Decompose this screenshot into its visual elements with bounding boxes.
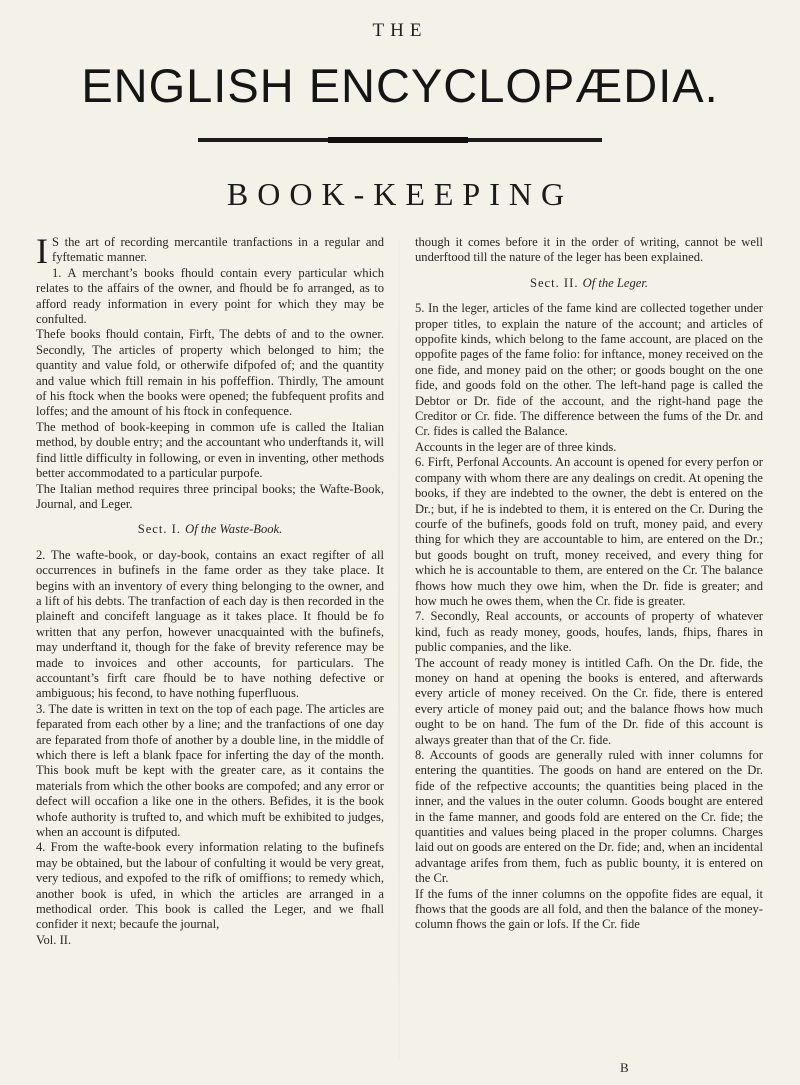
paragraph: 3. The date is written in text on the top of each page. The articles are feparated from each other by a line; and the tranfactions of one day are feparated from thofe of another by a double line, in the middle of which there is left a blank fpace for inferting the day of the month. This book muft be kept with the greater care, as it contains the materials from which the other books are compofed; and any error or defect will occafion a like one in the others. Befides, it is the book whofe authority is trufted to, and which muft be exhibited to judges, when an account is difputed. <box>36 701 384 840</box>
paragraph: Thefe books fhould contain, Firft, The debts of and to the owner. Secondly, The articles of property which belonged to him; the quantity and value fold, or otherwife difpofed of; and the quantity and value which ftill remain in his poffeffion. Thirdly, The amount of his ftock when the books were opened; the fubfequent profits and loffes; and the amount of his ftock in confequence. <box>36 327 384 419</box>
paragraph: 7. Secondly, Real accounts, or accounts of property of whatever kind, fuch as ready money, goods, houfes, lands, fhips, fhares in public companies, and the like. <box>415 609 763 655</box>
section-name: Of the Waste-Book. <box>185 522 283 537</box>
signature-mark: B <box>620 1060 629 1075</box>
section-heading <box>415 276 763 291</box>
paragraph: The method of book-keeping in common ufe is called the Italian method, by double entry; and the accountant who underftands it, will find little difficulty in following, or even in inventing, other methods better accommodated to a particular purpofe. <box>36 419 384 481</box>
drop-cap: I <box>36 231 48 271</box>
paragraph: 2. The wafte-book, or day-book, contains an exact regifter of all occurrences in bufinefs in the fame order as they take place. It begins with an inventory of every thing belonging to the owner, and a lift of his debts. The tranfaction of each day is then recorded in the plaineft and concifeft language as it takes place. It fhould be fo written that any perfon, however unacquainted with the bufinefs, may underftand it, though for the fake of brevity reference may be made to invoices and other accounts, for particulars. The accountant’s firft care fhould be to have nothing defective or ambiguous; his fecond, to have nothing fuperfluous. <box>36 547 384 701</box>
paragraph: The Italian method requires three principal books; the Wafte-Book, Journal, and Leger. <box>36 481 384 511</box>
paragraph: 5. In the leger, articles of the fame kind are collected together under proper titles, to explain the nature of the account; and articles of oppofite kinds, which belong to the fame account, are placed on the oppofite pages of the fame folio: for inftance, money received on the one fide, and money paid on the other; or goods bought on the one fide, and goods fold on the other. The left-hand page is called the Debtor or Dr. fide of the account, and the right-hand page the Creditor or Cr. fide. The difference between the fums of the Dr. and Cr. fides is called the Balance. <box>415 301 763 439</box>
section-label: Sect. I. <box>137 522 182 537</box>
section-label: Sect. II. <box>529 275 579 290</box>
paragraph: though it comes before it in the order of writing, cannot be well underftood till the nature of the leger has been explained. <box>415 235 763 265</box>
column-gutter <box>398 240 400 1060</box>
section-heading <box>36 522 384 537</box>
title-rule-divider <box>198 138 602 142</box>
running-title: THE <box>372 20 428 41</box>
left-column <box>36 231 384 948</box>
paragraph: The account of ready money is intitled Cafh. On the Dr. fide, the money on hand at opening the books is entered, and afterwards every article of money received. On the Cr. fide, there is entered every article of money paid out; and the balance fhows how much ought to be on hand. The fum of the Dr. fide of this account is always greater than that of the Cr. fide. <box>415 655 763 747</box>
paragraph: Accounts in the leger are of three kinds. <box>415 439 617 454</box>
paragraph: 4. From the wafte-book every information relating to the bufinefs may be obtained, but the labour of confulting it would be very great, very tedious, and expofed to the rifk of omiffions; to remedy which, another book is ufed, in which the articles are arranged in a methodical order. This book is called the Leger, and we fhall confider it next; becaufe the journal, <box>36 840 384 932</box>
section-name: Of the Leger. <box>582 275 649 290</box>
paragraph: 1. A merchant’s books fhould contain every particular which relates to the affairs of the owner, and fhould be fo arranged, as to afford ready information in every point for which they may be confulted. <box>36 265 384 327</box>
volume-footer: Vol. II. <box>36 932 72 947</box>
paragraph: If the fums of the inner columns on the oppofite fides are equal, it fhows that the goods are all fold, and then the balance of the money-column fhows the gain or lofs. If the Cr. fide <box>415 886 763 932</box>
page-title: ENGLISH ENCYCLOPÆDIA. <box>81 59 719 112</box>
paragraph: 6. Firft, Perfonal Accounts. An account is opened for every perfon or company with whom there are any dealings on credit. At opening the books, if they are indebted to the owner, the debt is entered on the Dr.; but, if he is indebted to them, it is entered on the Cr. During the courfe of the bufinefs, goods fold on truft, money paid, and every thing for which they are accountable to him, are entered on the Dr.; but goods bought on truft, money received, and every thing for which he is accountable to them, are entered on the Cr. The balance fhows how much they owe him, when the Dr. fide is greater; and how much he owes them, when the Cr. fide is greater. <box>415 455 763 608</box>
intro-paragraph: I S the art of recording mercantile tranfactions in a regular and fyftematic manner. <box>36 231 384 271</box>
paragraph: 8. Accounts of goods are generally ruled with inner columns for entering the quantities. The goods on hand are entered on the Dr. fide of the refpective accounts; the quantities being placed in the inner, and the values in the outer column. Goods bought are entered in the fame manner, and goods fold are entered on the Cr. fide; the quantities and values being placed in the proper columns. Charges laid out on goods are entered on the Dr. fide; and, when an incidental advantage arifes from them, fuch as public bounty, it is entered on the Cr. <box>415 748 763 886</box>
section-title: BOOK-KEEPING <box>226 176 574 212</box>
right-column <box>415 235 763 933</box>
